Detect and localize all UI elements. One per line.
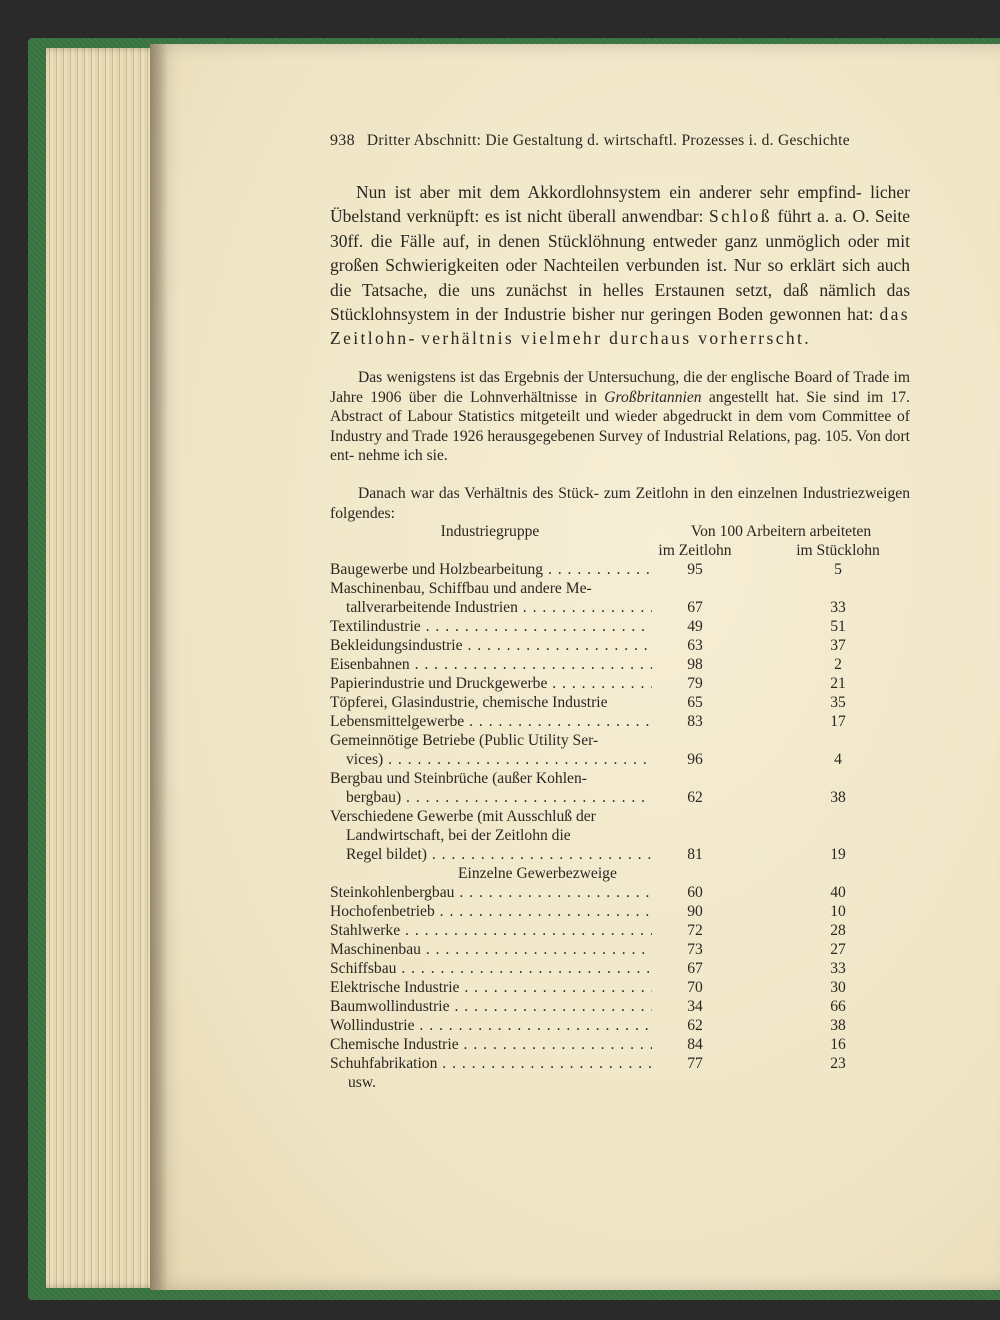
time-wage-value: 73: [687, 941, 703, 958]
time-wage-value: 62: [687, 1017, 703, 1034]
piece-wage-value: 21: [830, 675, 846, 692]
row-label: Eisenbahnen . . .: [330, 655, 652, 674]
row-label: Maschinenbau, Schiffbau und andere Me-: [330, 580, 592, 597]
paragraph-1-line: ganz unmöglich oder mit großen Schwierigkeiten oder Nachteilen: [330, 230, 911, 276]
paragraph-1-line: in helles Erstaunen setzt, daß nämlich das Stücklohnsystem in der: [330, 279, 911, 325]
time-wage-value: 60: [687, 884, 703, 901]
page-number: 938: [330, 132, 355, 149]
piece-wage-value: 2: [834, 656, 842, 673]
time-wage-value: 96: [687, 751, 703, 768]
time-wage-value: 49: [687, 618, 703, 635]
paragraph-1-line: Industrie bisher nur geringen Boden gewonnen hat:: [503, 304, 880, 325]
table-row: [330, 693, 910, 712]
wage-table: [330, 522, 910, 1092]
row-label: Töpferei, Glasindustrie, chemische Industrie: [330, 694, 608, 711]
paragraph-2-line: Board of Trade im Jahre 1906 über die Lohnverhältnisse in: [330, 369, 910, 406]
time-wage-value: 34: [687, 998, 703, 1015]
table-row: [330, 1016, 910, 1035]
row-label: Gemeinnötige Betriebe (Public Utility Ser-: [330, 732, 599, 749]
row-label-continued: bergbau) . . .: [330, 788, 652, 807]
row-label-continued: vices) . . .: [330, 750, 652, 769]
page-gutter-shadow: [150, 44, 168, 1290]
piece-wage-value: 35: [830, 694, 846, 711]
running-header: [330, 132, 910, 150]
piece-wage-value: 33: [830, 599, 846, 616]
table-row: [330, 978, 910, 997]
time-wage-value: 63: [687, 637, 703, 654]
column-header-main: Von 100 Arbeitern arbeiteten: [690, 523, 872, 540]
row-label: Baugewerbe und Holzbearbeitung . . .: [330, 560, 652, 579]
table-row: [330, 959, 910, 978]
piece-wage-value: 10: [830, 903, 846, 920]
emphasis-text: das Zeitlohn-: [330, 304, 911, 349]
piece-wage-value: 4: [834, 751, 842, 768]
time-wage-value: 95: [687, 561, 703, 578]
piece-wage-value: 16: [830, 1036, 846, 1053]
time-wage-value: 81: [687, 846, 703, 863]
table-row: [330, 1035, 910, 1054]
row-label: Papierindustrie und Druckgewerbe . . .: [330, 674, 652, 693]
paragraph-2: [330, 368, 910, 466]
table-row: [330, 674, 910, 693]
time-wage-value: 67: [687, 599, 703, 616]
table-row: [330, 997, 910, 1016]
paragraph-2-line: nehme ich sie.: [358, 447, 448, 465]
column-header-group: Industriegruppe: [440, 523, 540, 540]
header-title: Dritter Abschnitt: Die Gestaltung d. wirtschaftl. Prozesses i. d. Geschichte: [366, 132, 850, 149]
row-label: Wollindustrie . . .: [330, 1016, 652, 1035]
paragraph-1-line: führt a. a. O. Seite 30ff. die Fälle auf, in denen Stücklöhnung entweder: [330, 206, 910, 251]
time-wage-value: 90: [687, 903, 703, 920]
time-wage-value: 62: [687, 789, 703, 806]
row-label: Bekleidungsindustrie . . .: [330, 636, 652, 655]
row-label: Elektrische Industrie . . .: [330, 978, 652, 997]
paragraph-2-line: herausgegebenen Survey of Industrial Relations, pag. 105. Von dort ent-: [330, 427, 910, 465]
piece-wage-value: 51: [830, 618, 846, 635]
row-label: Verschiedene Gewerbe (mit Ausschluß der: [330, 808, 596, 825]
column-header-time: im Zeitlohn: [658, 542, 732, 559]
table-subheading: Einzelne Gewerbezweige: [458, 865, 617, 882]
piece-wage-value: 17: [830, 713, 846, 730]
row-label: Chemische Industrie . . .: [330, 1035, 652, 1054]
row-label: Stahlwerke . . .: [330, 921, 652, 940]
table-row: [330, 560, 910, 579]
paragraph-2-line: und wieder abgedruckt in dem vom Committee of Industry and Trade 1926: [330, 408, 910, 445]
table-row: [330, 712, 910, 731]
table-row: [330, 807, 910, 864]
table-row: [330, 940, 910, 959]
time-wage-value: 79: [687, 675, 703, 692]
paragraph-3-line: Danach war das Verhältnis des Stück- zum Zeitlohn in den einzelnen: [358, 485, 798, 502]
table-row: [330, 655, 910, 674]
piece-wage-value: 23: [830, 1055, 846, 1072]
time-wage-value: 84: [687, 1036, 703, 1053]
time-wage-value: 65: [687, 694, 703, 711]
paragraph-1-line: licher Übelstand verknüpft: es ist nicht überall anwendbar:: [330, 182, 910, 227]
time-wage-value: 83: [687, 713, 703, 730]
time-wage-value: 72: [687, 922, 703, 939]
table-row: [330, 579, 910, 617]
row-label: Schiffsbau . . .: [330, 959, 652, 978]
piece-wage-value: 37: [830, 637, 846, 654]
row-label: Maschinenbau . . .: [330, 940, 652, 959]
page-edges: [46, 48, 166, 1288]
row-label-continued: Regel bildet) . . .: [330, 845, 652, 864]
table-row: [330, 883, 910, 902]
piece-wage-value: 28: [830, 922, 846, 939]
table-row: [330, 769, 910, 807]
table-footer: usw.: [348, 1074, 377, 1091]
piece-wage-value: 19: [830, 846, 846, 863]
time-wage-value: 70: [687, 979, 703, 996]
author-name: Schloß: [708, 206, 772, 227]
row-label: Textilindustrie . . .: [330, 617, 652, 636]
row-label: Lebensmittelgewerbe . . .: [330, 712, 652, 731]
time-wage-value: 67: [687, 960, 703, 977]
row-label-continued: tallverarbeitende Industrien . . .: [330, 598, 652, 617]
table-header: [330, 522, 910, 560]
italic-country: Großbritannien: [604, 388, 702, 406]
piece-wage-value: 33: [830, 960, 846, 977]
table-row: [330, 617, 910, 636]
table-row: [330, 902, 910, 921]
row-label: Bergbau und Steinbrüche (außer Kohlen-: [330, 770, 587, 787]
row-label: Baumwollindustrie . . .: [330, 997, 652, 1016]
piece-wage-value: 66: [830, 998, 846, 1015]
row-label: Schuhfabrikation . . .: [330, 1054, 652, 1073]
row-label-continued: Landwirtschaft, bei der Zeitlohn die: [346, 827, 571, 844]
time-wage-value: 98: [687, 656, 703, 673]
row-label: Steinkohlenbergbau . . .: [330, 883, 652, 902]
time-wage-value: 77: [687, 1055, 703, 1072]
piece-wage-value: 27: [830, 941, 846, 958]
emphasis-line: verhältnis vielmehr durchaus vorherrscht.: [421, 328, 812, 349]
row-label: Hochofenbetrieb . . .: [330, 902, 652, 921]
table-row: [330, 636, 910, 655]
paragraph-2-line: angestellt hat. Sie sind im 17. Abstract of Labour Statistics mitgeteilt: [330, 388, 910, 426]
paragraph-1: [330, 180, 910, 351]
piece-wage-value: 5: [834, 561, 842, 578]
paragraph-3-line: Industriezweigen folgendes:: [330, 485, 910, 522]
table-row: [330, 1054, 910, 1073]
table-row: [330, 921, 910, 940]
paragraph-3: [330, 484, 910, 523]
paragraph-1-line: Nun ist aber mit dem Akkordlohnsystem ein anderer sehr empfind-: [356, 182, 862, 202]
column-header-piece: im Stücklohn: [796, 542, 880, 559]
paragraph-1-line: verbunden ist. Nur so erklärt sich auch die Tatsache, die uns zunächst: [330, 255, 911, 300]
paragraph-2-line: Das wenigstens ist das Ergebnis der Untersuchung, die der englische: [358, 369, 790, 386]
table-row: [330, 731, 910, 769]
piece-wage-value: 38: [830, 789, 846, 806]
piece-wage-value: 40: [830, 884, 846, 901]
piece-wage-value: 30: [830, 979, 846, 996]
piece-wage-value: 38: [830, 1017, 846, 1034]
